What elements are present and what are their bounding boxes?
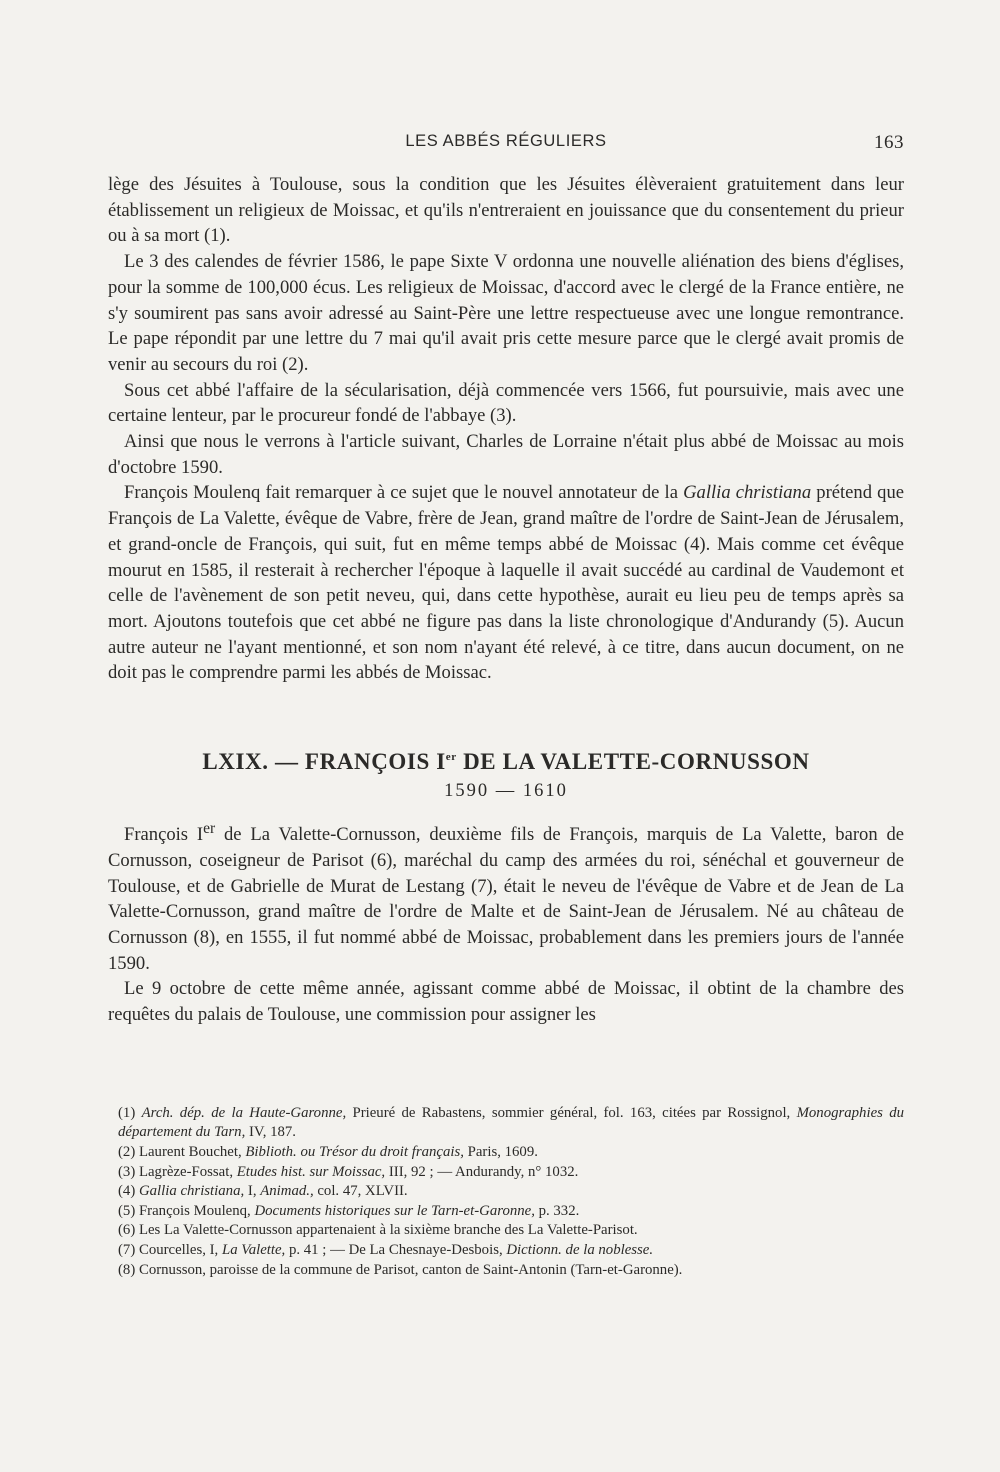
section-heading-superscript: er [445,751,457,764]
text-run: (3) Lagrèze-Fossat, [118,1163,237,1180]
page-content [108,128,904,1280]
running-header [108,128,904,158]
text-run: (7) Courcelles, I, [118,1242,222,1259]
text-run: (1) [118,1104,142,1121]
text-run: IV, 187. [245,1124,296,1141]
text-run: Le 3 des calendes de février 1586, le pape Sixte V ordonna une nouvelle aliénation des biens d'églises, pour la somme de 100,000 écus. Les religieux de Moissac, d'accord avec le clergé de la France entière, ne s'y soumirent pas sans avoir adressé au Saint-Père une lettre respectueuse avec une longue remontrance. Le pape répondit par une lettre du 7 mai qu'il avait pris cette mesure parce que le clergé avait promis de venir au secours du roi (2). [108,251,904,375]
footnote [118,1104,904,1143]
paragraph [108,480,904,686]
section-heading-rest: DE LA VALETTE-CORNUSSON [456,749,810,775]
footnote [118,1261,904,1281]
footnote [118,1241,904,1261]
text-run: I, [244,1183,261,1200]
text-run: Ainsi que nous le verrons à l'article suivant, Charles de Lorraine n'était plus abbé de Moissac au mois d'octobre 1590. [108,431,904,478]
text-run: François I [124,824,204,846]
footnotes [108,1104,904,1280]
italic-text: Monographies du département du Tarn, [118,1104,905,1141]
paragraph [108,816,904,976]
footnote [118,1221,904,1241]
italic-text: Animad., [260,1183,314,1200]
footnote [118,1202,904,1222]
italic-text: Etudes hist. sur Moissac, [236,1163,386,1180]
text-run: Sous cet abbé l'affaire de la sécularisation, déjà commencée vers 1566, fut poursuivie, mais avec une certaine lenteur, par le procureur fondé de l'abbaye (3). [108,379,904,427]
text-run: Le 9 octobre de cette même année, agissant comme abbé de Moissac, il obtint de la chambre des requêtes du palais de Toulouse, une commission pour assigner les [108,978,904,1026]
text-run: p. 332. [534,1202,580,1219]
italic-text: Arch. dép. de la Haute-Garonne, [141,1104,347,1121]
text-run: p. 41 ; — De La Chesnaye-Desbois, [285,1242,507,1259]
section-heading [108,742,904,777]
text-run: prétend que François de La Valette, évêque de Vabre, frère de Jean, grand maître de l'ordre de Saint-Jean de Jérusalem, et grand-oncle de François, qui suit, fut en même temps abbé de Moissac (4). Mais comme cet évêque mourut en 1585, il resterait à rechercher l'époque à laquelle il avait succédé au cardinal de Vaudemont et celle de l'avènement de son petit neveu, qui, dans cette hypothèse, aurait eu lieu peu de temps après sa mort. Ajoutons toutefois que cet abbé ne figure pas dans la liste chronologique d'Andurandy (5). Aucun autre auteur ne l'ayant mentionné, et son nom n'ayant été relevé, à ce titre, dans aucun document, on ne doit pas le comprendre parmi les abbés de Moissac. [108,482,904,684]
footnote [118,1163,904,1183]
superscript-text: er [203,820,216,838]
paragraph [108,249,904,378]
paragraph [108,378,904,429]
italic-text: Biblioth. ou Trésor du droit français, [245,1144,464,1161]
paragraph [108,976,904,1027]
page-number: 163 [874,132,904,153]
text-run: Prieuré de Rabastens, sommier général, fol. 163, citées par Rossignol, [346,1104,797,1121]
text-run: François Moulenq fait remarquer à ce sujet que le nouvel annotateur de la [124,482,684,504]
text-run: de La Valette-Cornusson, deuxième fils de François, marquis de La Valette, baron de Cornusson, coseigneur de Parisot (6), maréchal du camp des armées du roi, sénéchal et gouverneur de Toulouse, et de Gabrielle de Murat de Lestang (7), était le neveu de l'évêque de Vabre et de Jean de La Valette-Cornusson, grand maître de l'ordre de Malte et de Saint-Jean de Jérusalem. Né au château de Cornusson (8), en 1555, il fut nommé abbé de Moissac, probablement dans les premiers jours de l'année 1590. [108,824,905,974]
body-text-bottom [108,816,904,1028]
body-text-top [108,172,904,686]
text-run: (2) Laurent Bouchet, [118,1144,246,1161]
italic-text: Documents historiques sur le Tarn-et-Garonne, [254,1202,535,1219]
running-title: LES ABBÉS RÉGULIERS [405,132,607,150]
text-run: col. 47, XLVII. [313,1183,408,1200]
footnote [118,1182,904,1202]
paragraph [108,172,904,249]
text-run: III, 92 ; — Andurandy, n° 1032. [385,1163,579,1180]
section-heading-main: LXIX. — FRANÇOIS I [202,749,446,775]
text-run: Paris, 1609. [463,1144,538,1161]
section-dates: 1590 — 1610 [444,781,568,802]
text-run: (5) François Moulenq, [118,1202,255,1219]
paragraph [108,429,904,480]
text-run: (4) [118,1183,139,1200]
italic-text: La Valette, [221,1242,286,1259]
italic-text: Dictionn. de la noblesse. [506,1242,654,1259]
italic-text: Gallia christiana, [138,1183,245,1200]
text-run: lège des Jésuites à Toulouse, sous la condition que les Jésuites élèveraient gratuitement dans leur établissement un religieux de Moissac, et qu'ils n'entreraient en jouissance que du consentement du prieur ou à sa mort (1). [108,174,904,247]
footnote [118,1143,904,1163]
text-run: (8) Cornusson, paroisse de la commune de Parisot, canton de Saint-Antonin (Tarn-et-Garonne). [118,1261,683,1278]
text-run: (6) Les La Valette-Cornusson appartenaient à la sixième branche des La Valette-Parisot. [118,1222,638,1239]
italic-text: Gallia christiana [683,482,812,504]
